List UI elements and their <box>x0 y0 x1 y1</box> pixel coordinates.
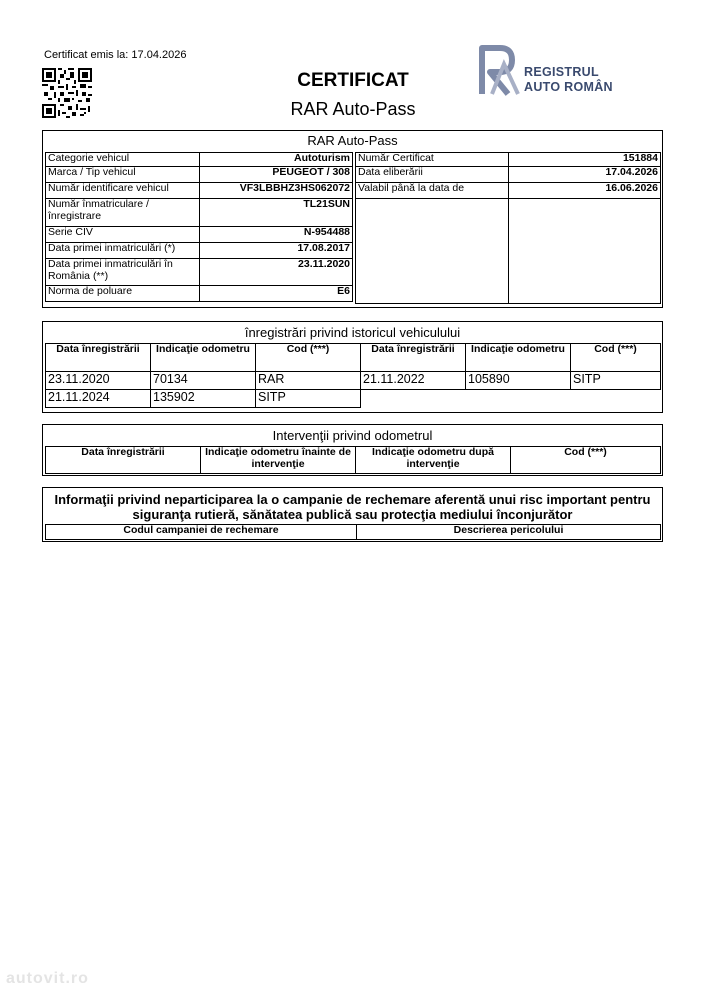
vehicle-section <box>42 130 663 308</box>
interventions-section <box>42 424 663 476</box>
campaign-section-title: Informaţii privind neparticiparea la o campanie de rechemare aferentă unui risc important pentru siguranţa rutieră, sănătatea publică sau protecţia mediului înconjurător <box>54 492 651 522</box>
history-odometer: 70134 <box>151 372 256 390</box>
document-subtitle: RAR Auto-Pass <box>290 99 416 119</box>
vehicle-value: 17.08.2017 <box>200 243 353 259</box>
logo-line-1: REGISTRUL <box>524 65 599 79</box>
intervention-header-before: Indicaţie odometru înainte de intervenţie <box>201 447 356 474</box>
vehicle-value: Autoturism <box>200 153 353 167</box>
vehicle-left-table <box>45 152 353 302</box>
rar-logo-mark-icon <box>478 44 522 96</box>
certificate-value: 151884 <box>509 153 661 167</box>
vehicle-value: PEUGEOT / 308 <box>200 167 353 183</box>
history-odometer: 105890 <box>466 372 571 390</box>
history-header-odometer: Indicaţie odometru <box>466 344 571 372</box>
history-header-odometer: Indicaţie odometru <box>151 344 256 372</box>
vehicle-label: Norma de poluare <box>46 286 200 302</box>
vehicle-value: 23.11.2020 <box>200 259 353 286</box>
history-header-date: Data înregistrării <box>46 344 151 372</box>
vehicle-label: Data primei inmatriculări (*) <box>46 243 200 259</box>
vehicle-value: E6 <box>200 286 353 302</box>
empty-cell <box>571 390 661 408</box>
vehicle-label: Categorie vehicul <box>46 153 200 167</box>
campaign-header-description: Descrierea pericolului <box>357 525 661 540</box>
vehicle-section-title: RAR Auto-Pass <box>307 133 398 148</box>
history-date: 21.11.2024 <box>46 390 151 408</box>
history-section-title: înregistrări privind istoricul vehiculului <box>244 325 461 340</box>
empty-cell <box>509 199 661 304</box>
logo-line-2: AUTO ROMÂN <box>524 80 613 94</box>
watermark: autovit.ro <box>6 970 89 987</box>
certificate-value: 16.06.2026 <box>509 183 661 199</box>
history-table <box>45 343 661 408</box>
vehicle-value: N-954488 <box>200 227 353 243</box>
issued-date: Certificat emis la: 17.04.2026 <box>44 49 187 61</box>
vehicle-label: Data primei inmatriculări în România (**) <box>46 259 200 286</box>
history-header-code: Cod (***) <box>571 344 661 372</box>
vehicle-label: Număr identificare vehicul <box>46 183 200 199</box>
history-code: SITP <box>256 390 361 408</box>
empty-cell <box>356 199 509 304</box>
vehicle-label: Serie CIV <box>46 227 200 243</box>
intervention-header-after: Indicaţie odometru după intervenţie <box>356 447 511 474</box>
certificate-value: 17.04.2026 <box>509 167 661 183</box>
document-title: CERTIFICAT <box>297 70 409 91</box>
vehicle-value: TL21SUN <box>200 199 353 227</box>
interventions-section-title: Intervenţii privind odometrul <box>272 428 433 443</box>
vehicle-right-table <box>355 152 661 304</box>
history-section <box>42 321 663 413</box>
campaign-table <box>45 524 661 540</box>
history-code: SITP <box>571 372 661 390</box>
history-date: 23.11.2020 <box>46 372 151 390</box>
campaign-section <box>42 487 663 542</box>
certificate-label: Valabil până la data de <box>356 183 509 199</box>
history-header-date: Data înregistrării <box>361 344 466 372</box>
intervention-header-code: Cod (***) <box>511 447 661 474</box>
history-code: RAR <box>256 372 361 390</box>
empty-cell <box>466 390 571 408</box>
history-odometer: 135902 <box>151 390 256 408</box>
history-date: 21.11.2022 <box>361 372 466 390</box>
campaign-header-code: Codul campaniei de rechemare <box>46 525 357 540</box>
empty-cell <box>361 390 466 408</box>
interventions-table <box>45 446 661 474</box>
certificate-label: Număr Certificat <box>356 153 509 167</box>
vehicle-label: Marca / Tip vehicul <box>46 167 200 183</box>
history-header-code: Cod (***) <box>256 344 361 372</box>
intervention-header-date: Data înregistrării <box>46 447 201 474</box>
vehicle-label: Număr înmatriculare / înregistrare <box>46 199 200 227</box>
certificate-label: Data eliberării <box>356 167 509 183</box>
rar-logo <box>478 44 628 96</box>
vehicle-value: VF3LBBHZ3HS062072 <box>200 183 353 199</box>
